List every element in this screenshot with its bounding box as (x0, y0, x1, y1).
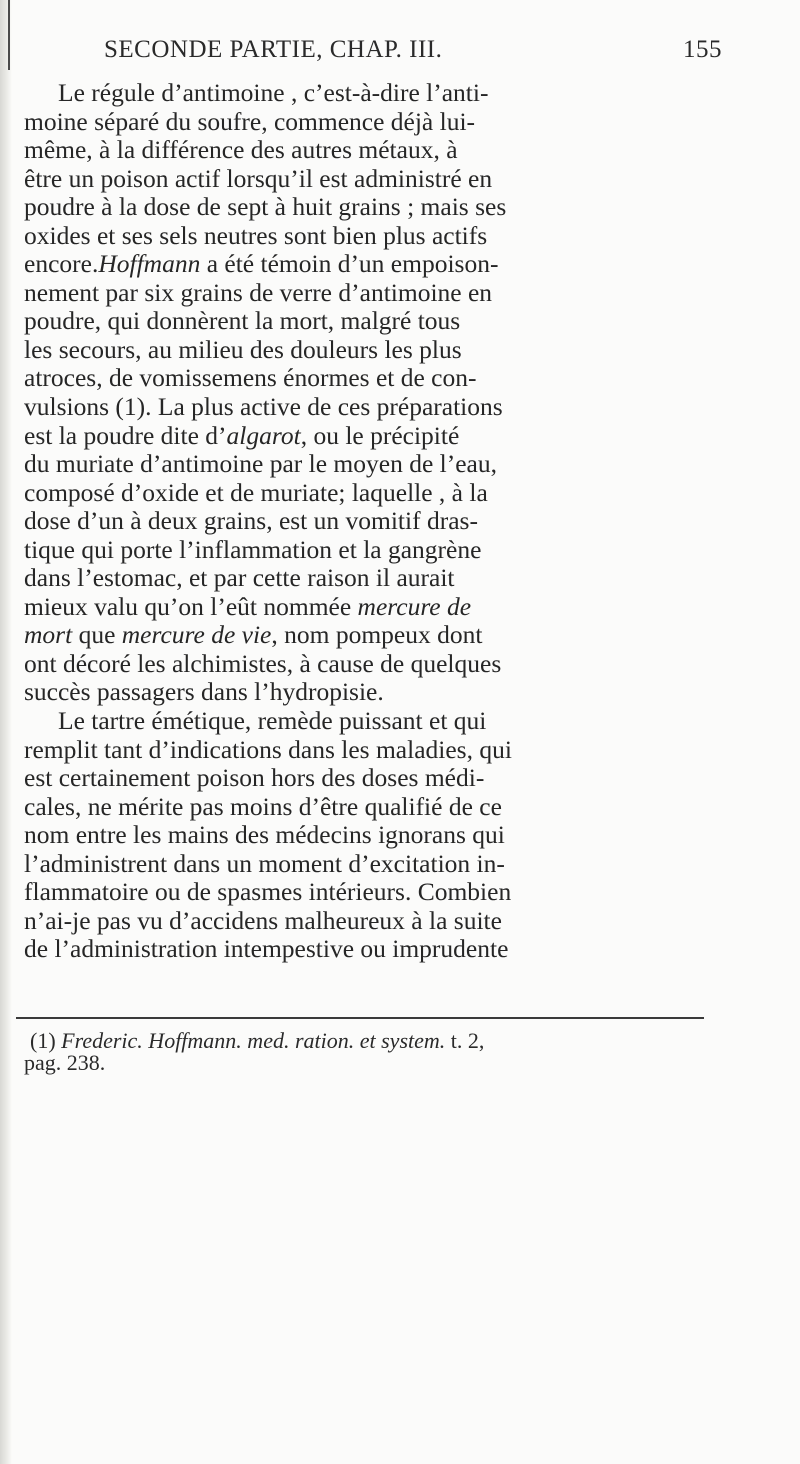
text-line (0, 507, 769, 536)
text-line (0, 650, 769, 679)
text-line (0, 678, 769, 707)
text-run: vulsions (1). La plus active de ces préparations (24, 393, 503, 422)
text-line (0, 850, 769, 879)
text-run: nement par six grains de verre d’antimoine en (24, 278, 493, 307)
text-line (0, 593, 769, 622)
text-line (0, 564, 769, 593)
italic-text-run: mercure de (357, 592, 472, 621)
text-line (0, 364, 769, 393)
text-run: moine séparé du soufre, commence déjà lui- (24, 107, 476, 136)
text-line (0, 821, 769, 850)
text-run: même, à la différence des autres métaux, à (24, 136, 458, 165)
text-line (0, 479, 769, 508)
text-run: ont décoré les alchimistes, à cause de quelques (24, 649, 502, 678)
text-run: (1) (30, 1028, 62, 1053)
text-run: , nom pompeux dont (271, 621, 483, 650)
text-run: pag. 238. (24, 1050, 106, 1075)
text-run: dose d’un à deux grains, est un vomitif dras- (24, 507, 478, 536)
text-line (0, 793, 769, 822)
italic-text-run: mort (24, 621, 73, 650)
text-line (0, 165, 769, 194)
text-run: être un poison actif lorsqu’il est administré en (24, 164, 493, 193)
text-run: les secours, au milieu des douleurs les plus (24, 335, 462, 364)
text-line (0, 108, 769, 137)
text-run: tique qui porte l’inflammation et la gangrène (24, 535, 482, 564)
page-header (104, 36, 722, 70)
text-line (0, 422, 769, 451)
text-run: nom entre les mains des médecins ignorans qui (24, 821, 505, 850)
italic-text-run: Hoffmann (98, 250, 201, 279)
text-line (0, 450, 769, 479)
text-line (0, 707, 800, 736)
text-line (0, 307, 769, 336)
text-line (0, 736, 769, 765)
text-run: de l’administration intempestive ou imprudente (24, 935, 509, 964)
text-line (0, 279, 769, 308)
text-run: Le régule d’antimoine , c’est-à-dire l’anti- (58, 79, 489, 107)
text-run: cales, ne mérite pas moins d’être qualifié de ce (24, 792, 502, 821)
text-line (0, 878, 769, 907)
text-line (0, 935, 769, 964)
text-run: n’ai-je pas vu d’accidens malheureux à la suite (24, 906, 502, 935)
text-run: succès passagers dans l’hydropisie. (24, 678, 384, 707)
text-run: atroces, de vomissemens énormes et de con- (24, 364, 477, 393)
text-line (0, 136, 769, 165)
text-line (0, 193, 769, 222)
main-text-block (0, 79, 800, 964)
footnote-line (0, 1052, 800, 1074)
text-line (0, 621, 769, 650)
text-line (0, 764, 769, 793)
text-line (0, 79, 800, 108)
text-line (0, 222, 769, 251)
running-title: SECONDE PARTIE, CHAP. III. (104, 36, 443, 63)
text-run: est la poudre dite d’ (24, 421, 227, 450)
italic-text-run: mercure de vie (121, 621, 272, 650)
footnote-block (0, 1030, 800, 1074)
text-run: composé d’oxide et de muriate; laquelle , à la (24, 478, 488, 507)
italic-text-run: algarot (226, 421, 301, 450)
text-run: t. 2, (445, 1028, 485, 1053)
text-run: flammatoire ou de spasmes intérieurs. Combien (24, 878, 512, 907)
text-line (0, 907, 769, 936)
text-run: que (72, 621, 122, 650)
text-run: , ou le précipité (300, 421, 460, 450)
page-number: 155 (683, 36, 722, 63)
text-line (0, 393, 769, 422)
text-run: dans l’estomac, et par cette raison il aurait (24, 564, 455, 593)
text-run: Le tartre émétique, remède puissant et qui (58, 707, 487, 736)
text-run: a été témoin d’un empoison- (200, 250, 499, 279)
text-line (0, 536, 769, 565)
text-run: poudre à la dose de sept à huit grains ; mais ses (24, 193, 507, 222)
text-line (0, 250, 769, 279)
text-run: est certainement poison hors des doses médi- (24, 764, 485, 793)
text-run: remplit tant d’indications dans les maladies, qui (24, 735, 512, 764)
text-line (0, 336, 769, 365)
text-run: poudre, qui donnèrent la mort, malgré tous (24, 307, 461, 336)
text-run: oxides et ses sels neutres sont bien plus actifs (24, 221, 488, 250)
footnote-separator-rule (16, 1017, 704, 1019)
text-run: encore. (24, 250, 99, 279)
italic-text-run: Frederic. Hoffmann. med. ration. et system. (61, 1028, 446, 1053)
footnote-line (0, 1030, 800, 1052)
gutter-edge-line (8, 0, 10, 70)
text-run: du muriate d’antimoine par le moyen de l’eau, (24, 450, 497, 479)
text-run: mieux valu qu’on l’eût nommée (24, 592, 358, 621)
text-run: l’administrent dans un moment d’excitation in- (24, 849, 505, 878)
